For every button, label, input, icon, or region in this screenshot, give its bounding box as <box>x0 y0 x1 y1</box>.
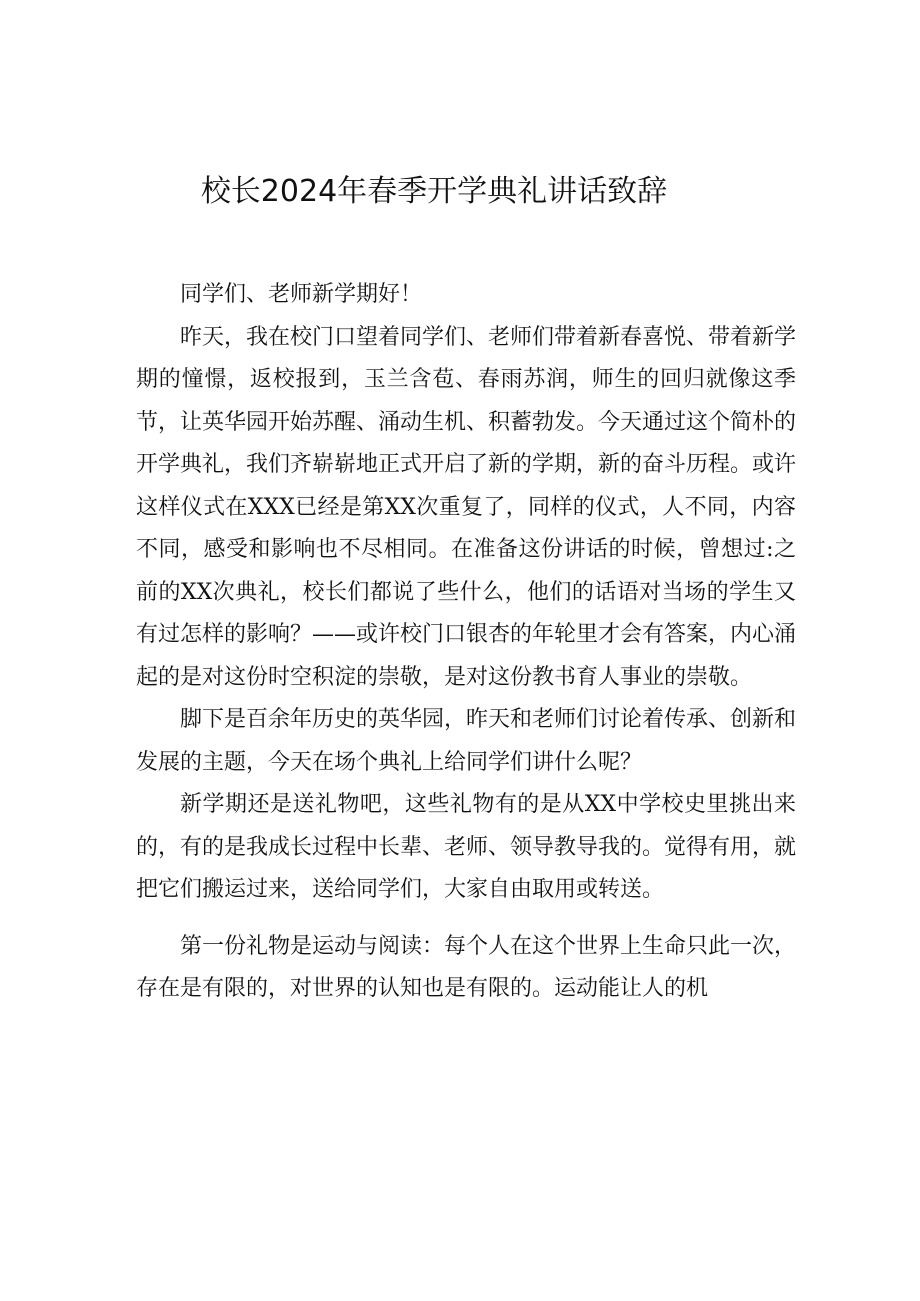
paragraph-first-gift: 第一份礼物是运动与阅读：每个人在这个世界上生命只此一次，存在是有限的，对世界的认知也是有限的。运动能让人的机 <box>136 933 797 1001</box>
paragraph-greeting: 同学们、老师新学期好！ <box>180 282 423 307</box>
document-title: 校长2024年春季开学典礼讲话致辞 <box>200 174 668 209</box>
paragraph-campus: 脚下是百余年历史的英华园，昨天和老师们讨论着传承、创新和发展的主题，今天在场个典礼上给同学们讲什么呢？ <box>136 707 797 775</box>
document-body <box>136 274 796 1011</box>
paragraph-yesterday: 昨天，我在校门口望着同学们、老师们带着新春喜悦、带着新学期的憧憬，返校报到，玉兰含苞、春雨苏润，师生的回归就像这季节，让英华园开始苏醒、涌动生机、积蓄勃发。今天通过这个简朴的开学典礼，我们齐崭崭地正式开启了新的学期，新的奋斗历程。或许这样仪式在XXX已经是第XX次重复了，同样的仪式，人不同，内容不同，感受和影响也不尽相同。在准备这份讲话的时候，曾想过:之前的XX次典礼，校长们都说了些什么，他们的话语对当场的学生又有过怎样的影响？——或许校门口银杏的年轮里才会有答案，内心涌起的是对这份时空积淀的崇敬，是对这份教书育人事业的崇敬。 <box>136 324 797 690</box>
paragraph-gifts: 新学期还是送礼物吧，这些礼物有的是从XX中学校史里挑出来的，有的是我成长过程中长辈、老师、领导教导我的。觉得有用，就把它们搬运过来，送给同学们，大家自由取用或转送。 <box>136 792 797 902</box>
